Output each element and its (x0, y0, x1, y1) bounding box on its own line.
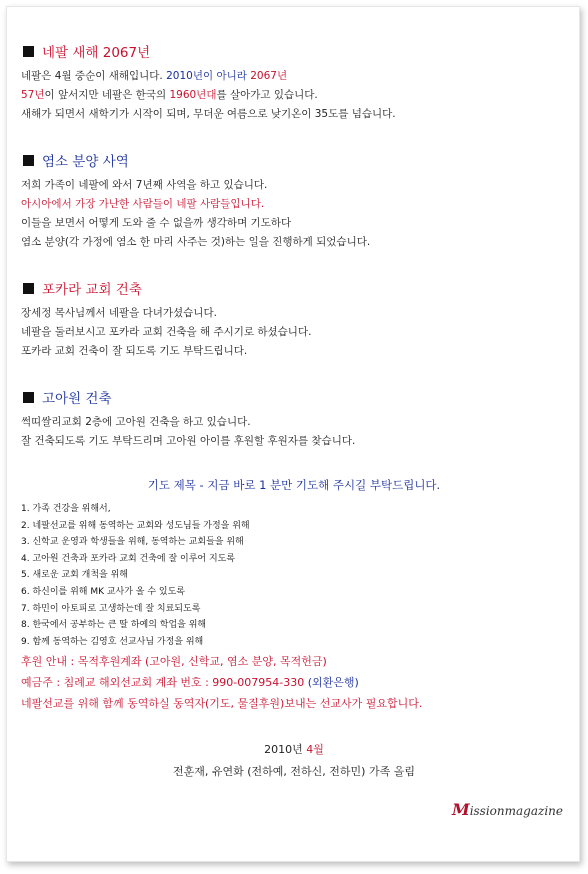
text-run: 새해가 되면서 새학기가 시작이 되며, 무더운 여름으로 낮기온이 35도를 넘습니다. (21, 108, 396, 120)
text-run: 염소 분양(각 가정에 염소 한 마리 사주는 것)하는 일을 진행하게 되었습니다. (21, 236, 371, 248)
section-line (21, 323, 567, 342)
support-line (21, 673, 567, 692)
text-run: 를 살아가고 있습니다. (216, 89, 318, 101)
text-run: 네팔선교를 위해 함께 동역하실 동역자(기도, 물질후원)보내는 선교사가 필요합니다. (21, 697, 423, 711)
prayer-item: 1. 가족 건강을 위해서, (21, 504, 111, 514)
prayer-item: 8. 한국에서 공부하는 큰 딸 하예의 학업을 위해 (21, 620, 207, 631)
letter-paper (6, 6, 580, 862)
prayer-item: 2. 네팔선교를 위해 동역하는 교회와 성도님들 가정을 위해 (21, 520, 250, 531)
text-run: 잘 건축되도록 기도 부탁드리며 고아원 아이를 후원할 후원자를 찾습니다. (21, 435, 356, 447)
text-run: 이들을 보면서 어떻게 도와 줄 수 없을까 생각하며 기도하다 (21, 217, 292, 229)
prayer-item: 4. 고아원 건축과 포카라 교회 건축에 잘 이루어 지도록 (21, 553, 236, 564)
text-run: 후원 안내 : 목적후원계좌 (고아원, 신학교, 염소 분양, 목적헌금) (21, 655, 327, 669)
text-run: 네팔은 4월 중순이 새해입니다. (21, 70, 167, 82)
square-bullet-icon (23, 46, 34, 57)
section-line (21, 214, 567, 233)
section-line (21, 342, 567, 361)
section-heading (21, 150, 567, 170)
prayer-list (21, 501, 567, 650)
section-heading-text: 네팔 새해 2067년 (42, 45, 151, 61)
prayer-item: 3. 신학교 운영과 학생들을 위해, 동역하는 교회들을 위해 (21, 537, 244, 548)
date-year: 2010년 (264, 743, 307, 757)
section (21, 278, 567, 361)
text-run: 1960년대 (169, 89, 217, 101)
prayer-item: 6. 하신이를 위해 MK 교사가 올 수 있도록 (21, 586, 185, 597)
section (21, 41, 567, 124)
logo-initial: M (451, 800, 470, 819)
letter-content (21, 41, 567, 783)
square-bullet-icon (23, 283, 34, 294)
section (21, 150, 567, 252)
section-line (21, 67, 567, 86)
section-heading-text: 염소 분양 사역 (42, 154, 129, 170)
support-line (21, 652, 567, 671)
support-line (21, 694, 567, 713)
support-info (21, 652, 567, 713)
prayer-item: 9. 함께 동역하는 김영호 선교사님 가정을 위해 (21, 636, 204, 647)
section-heading (21, 41, 567, 61)
text-run: 포카라 교회 건축이 잘 되도록 기도 부탁드립니다. (21, 345, 248, 357)
section-heading-text: 고아원 건축 (42, 391, 112, 407)
text-run: 네팔을 둘러보시고 포카라 교회 건축을 해 주시기로 하셨습니다. (21, 326, 312, 338)
square-bullet-icon (23, 155, 34, 166)
letter-footer (21, 739, 567, 783)
text-run: 이 앞서지만 네팔은 한국의 (44, 89, 170, 101)
sections-container (21, 41, 567, 451)
section-line (21, 105, 567, 124)
square-bullet-icon (23, 392, 34, 403)
text-run: 장세정 목사님께서 네팔을 다녀가셨습니다. (21, 307, 217, 319)
missionmagazine-logo (452, 800, 563, 819)
signature: 전훈재, 유연화 (전하예, 전하신, 전하민) 가족 올림 (173, 765, 415, 779)
date-line (21, 739, 567, 761)
section-line (21, 176, 567, 195)
prayer-item: 7. 하민이 아토피로 고생하는데 잘 치료되도록 (21, 603, 201, 614)
text-run: 예금주 : 침례교 해외선교회 계좌 번호 : 990-007954-330 (21, 676, 308, 690)
logo-word: ission (469, 804, 505, 818)
section-heading-text: 포카라 교회 건축 (42, 282, 142, 298)
section-line (21, 233, 567, 252)
text-run: 57년 (21, 89, 45, 101)
section-heading (21, 387, 567, 407)
section-line (21, 304, 567, 323)
text-run: 썩띠쌀리교회 2층에 고아원 건축을 하고 있습니다. (21, 416, 251, 428)
section-heading (21, 278, 567, 298)
section (21, 387, 567, 451)
prayer-item: 5. 새로운 교회 개척을 위해 (21, 570, 128, 581)
prayer-title: 기도 제목 - 지금 바로 1 분만 기도해 주시길 부탁드립니다. (147, 478, 441, 492)
text-run: 아시아에서 가장 가난한 사람들이 네팔 사람들입니다. (21, 198, 265, 210)
section-line (21, 432, 567, 451)
section-line (21, 195, 567, 214)
section-line (21, 413, 567, 432)
logo-suffix: magazine (504, 804, 563, 818)
text-run: 저희 가족이 네팔에 와서 7년째 사역을 하고 있습니다. (21, 179, 268, 191)
text-run: (외환은행) (307, 676, 359, 690)
section-line (21, 86, 567, 105)
text-run: 2067년 (250, 70, 288, 82)
text-run: 2010년이 아니라 (166, 70, 251, 82)
date-month: 4월 (306, 743, 324, 757)
